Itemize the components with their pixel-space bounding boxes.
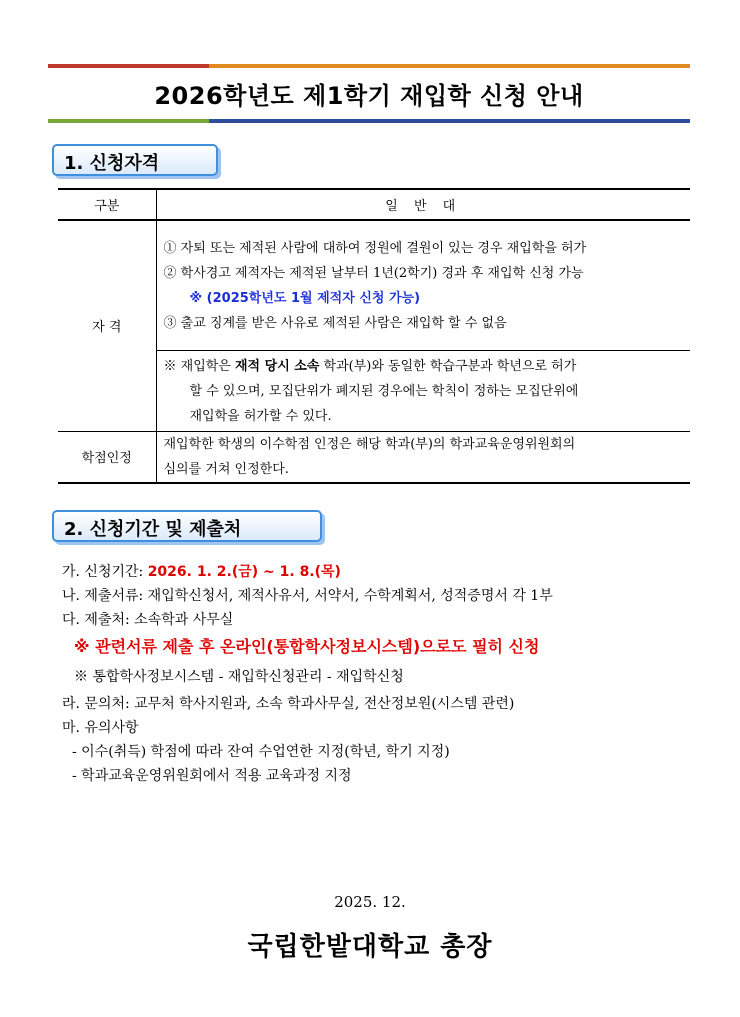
online-application-notice: ※ 관련서류 제출 후 온라인(통합학사정보시스템)으로도 필히 신청 [74,637,540,656]
section-2-body [62,560,553,788]
header-category: 구분 [58,189,156,220]
application-period [62,560,553,584]
note-line2: 할 수 있으며, 모집단위가 폐지된 경우에는 학칙이 정하는 모집단위에 [189,384,579,399]
qualification-items [156,220,690,350]
caution-item-2: - 학과교육운영위원회에서 적용 교육과정 지정 [72,768,352,784]
issuer-signature: 국립한밭대학교 총장 [247,932,493,962]
caution-item-1: - 이수(취득) 학점에 따라 잔여 수업연한 지정(학년, 학기 지정) [72,744,450,760]
period-value: 2026. 1. 2.(금) ~ 1. 8.(목) [147,564,341,580]
inquiry-contacts: 라. 문의처: 교무처 학사지원과, 소속 학과사무실, 전산정보원(시스템 관련) [62,696,515,712]
qualification-item-3: ③ 출교 징계를 받은 사유로 제적된 사람은 재입학 할 수 없음 [163,316,507,332]
qualification-label: 자 격 [58,220,156,431]
header-general: 일 반 대 [156,189,690,220]
qualification-item-1: ① 자퇴 또는 제적된 사람에 대하여 정원에 결원이 있는 경우 재입학을 허가 [163,241,587,257]
note-bold: 재적 당시 소속 [235,359,320,374]
system-menu-path: ※ 통합학사정보시스템 - 재입학신청관리 - 재입학신청 [74,669,404,685]
section-1-heading: 1. 신청자격 [52,144,218,176]
credit-label: 학점인정 [58,431,156,483]
credit-line-2: 심의를 거쳐 인정한다. [163,461,289,477]
note-line1-rest: 학과(부)와 동일한 학습구분과 학년으로 허가 [319,359,577,374]
issue-date: 2025. 12. [334,893,406,911]
bottom-color-bar [48,119,690,123]
submission-place: 다. 제출처: 소속학과 사무실 [62,612,234,628]
qualification-table [58,188,690,484]
qualification-item-2-note: ※ (2025학년도 1월 제적자 신청 가능) [189,291,421,307]
note-prefix: ※ 재입학은 [163,359,235,374]
document-title: 2026학년도 제1학기 재입학 신청 안내 [154,82,584,110]
credit-text [156,431,690,483]
required-documents: 나. 제출서류: 재입학신청서, 제적사유서, 서약서, 수학계획서, 성적증명서 각 1부 [62,588,553,604]
table-header-row [58,189,690,220]
period-label: 가. 신청기간: [62,564,148,580]
cautions-label: 마. 유의사항 [62,720,139,736]
qualification-item-2: ② 학사경고 제적자는 제적된 날부터 1년(2학기) 경과 후 재입학 신청 가능 [163,266,584,282]
readmission-note [156,350,690,431]
note-line3: 재입학을 허가할 수 있다. [189,409,332,424]
top-color-bar [48,64,690,68]
section-2-heading: 2. 신청기간 및 제출처 [52,510,322,542]
credit-line-1: 재입학한 학생의 이수학점 인정은 해당 학과(부)의 학과교육운영위원회의 [163,436,576,452]
credit-row [58,431,690,483]
qualification-row [58,220,690,350]
